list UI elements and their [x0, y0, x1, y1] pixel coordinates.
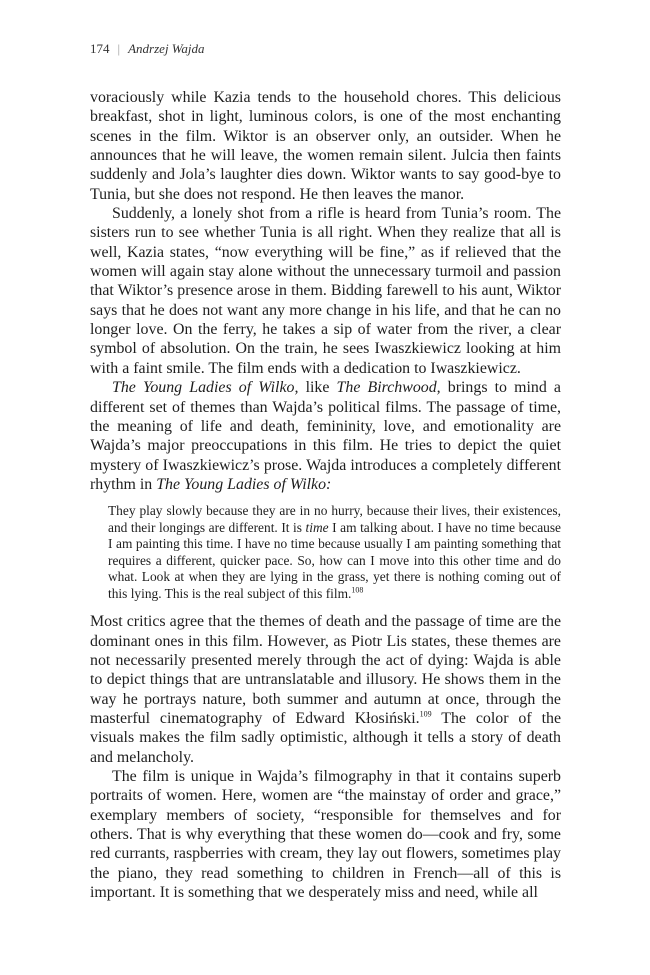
- paragraph-4-text-b: The color of the visuals makes the film sadly optimistic, although it tells a story of death and melancholy.: [90, 709, 561, 766]
- paragraph-1: voraciously while Kazia tends to the household chores. This delicious breakfast, shot in light, luminous colors, is one of the most enchanting scenes in the film. Wiktor is an observer only, an outsider. When he announces that he will leave, the women remain silent. Julcia then faints suddenly and Jola’s laughter dies down. Wiktor wants to say good-bye to Tunia, but she does not respond. He then leaves the manor.: [90, 89, 561, 203]
- paragraph-4-text-a: Most critics agree that the themes of death and the passage of time are the dominant ones in this film. However, as Piotr Lis states, these themes are not necessarily presented merely through the act of dying: Wajda is able to depict things that are untranslatable and illusory. He shows them in the way he portrays nature, both summer and autumn at once, through the masterful cinematography of Edward Kłosiński.: [90, 613, 561, 727]
- paragraph-2: Suddenly, a lonely shot from a rifle is heard from Tunia’s room. The sisters run to see whether Tunia is all right. When they realize that all is well, Kazia states, “now everything will be fine,” as if relieved that the women will again stay alone without the unnecessary turmoil and passion that Wiktor’s presence arose in them. Bidding farewell to his aunt, Wiktor says that he does not want any more change in his life, and that he can no longer love. On the ferry, he takes a sip of water from the river, a clear symbol of absolution. On the train, he sees Iwaszkiewicz looking at him with a faint smile. The film ends with a dedication to Iwaszkiewicz.: [90, 205, 561, 377]
- paragraph-3: [90, 378, 561, 494]
- quote-emphasis: time: [305, 519, 329, 535]
- film-title: The Young Ladies of Wilko,: [112, 379, 299, 397]
- running-head: [90, 41, 205, 57]
- header-separator: |: [117, 41, 121, 56]
- film-title: The Birchwood,: [336, 379, 441, 397]
- paragraph-5: The film is unique in Wajda’s filmography in that it contains superb portraits of women. Here, women are “the mainstay of order and grace,” exemplary members of society, “responsible for themselves and for others. That is why everything that these women do—cook and fry, some red currants, raspberries with cream, they lay out flowers, sometimes play the piano, they read something to children in French—all of this is important. It is something that we desperately miss and need, while all: [90, 767, 561, 902]
- paragraph-4: [90, 612, 561, 767]
- footnote-ref-109[interactable]: 109: [419, 709, 432, 719]
- body-text: [90, 88, 561, 902]
- page-number: 174: [90, 41, 110, 56]
- running-head-author: Andrzej Wajda: [128, 41, 205, 56]
- block-quote: [108, 503, 561, 602]
- paragraph-3-text-a: like: [298, 379, 337, 397]
- quote-text-b: I am talking about. I have no time because I am painting this time. I have no time because usually I am painting something that requires a different, quicker pace. So, how can I move into this other time and do what. Look at when they are lying in the grass, yet there is nothing coming out of this lying. This is the real subject of this film.: [108, 519, 562, 601]
- paragraph-3-text-b: brings to mind a different set of themes than Wajda’s political films. The passage of time, the meaning of life and death, femininity, love, and emotionality are Wajda’s major preoccupations in this film. He tries to depict the quiet mystery of Iwaszkiewicz’s prose. Wajda introduces a completely different rhythm in: [90, 379, 561, 493]
- film-title: The Young Ladies of Wilko:: [156, 475, 332, 493]
- footnote-ref-108[interactable]: 108: [351, 585, 364, 595]
- quote-text-a: They play slowly because they are in no hurry, because their lives, their existences, and their longings are different. It is: [108, 503, 561, 535]
